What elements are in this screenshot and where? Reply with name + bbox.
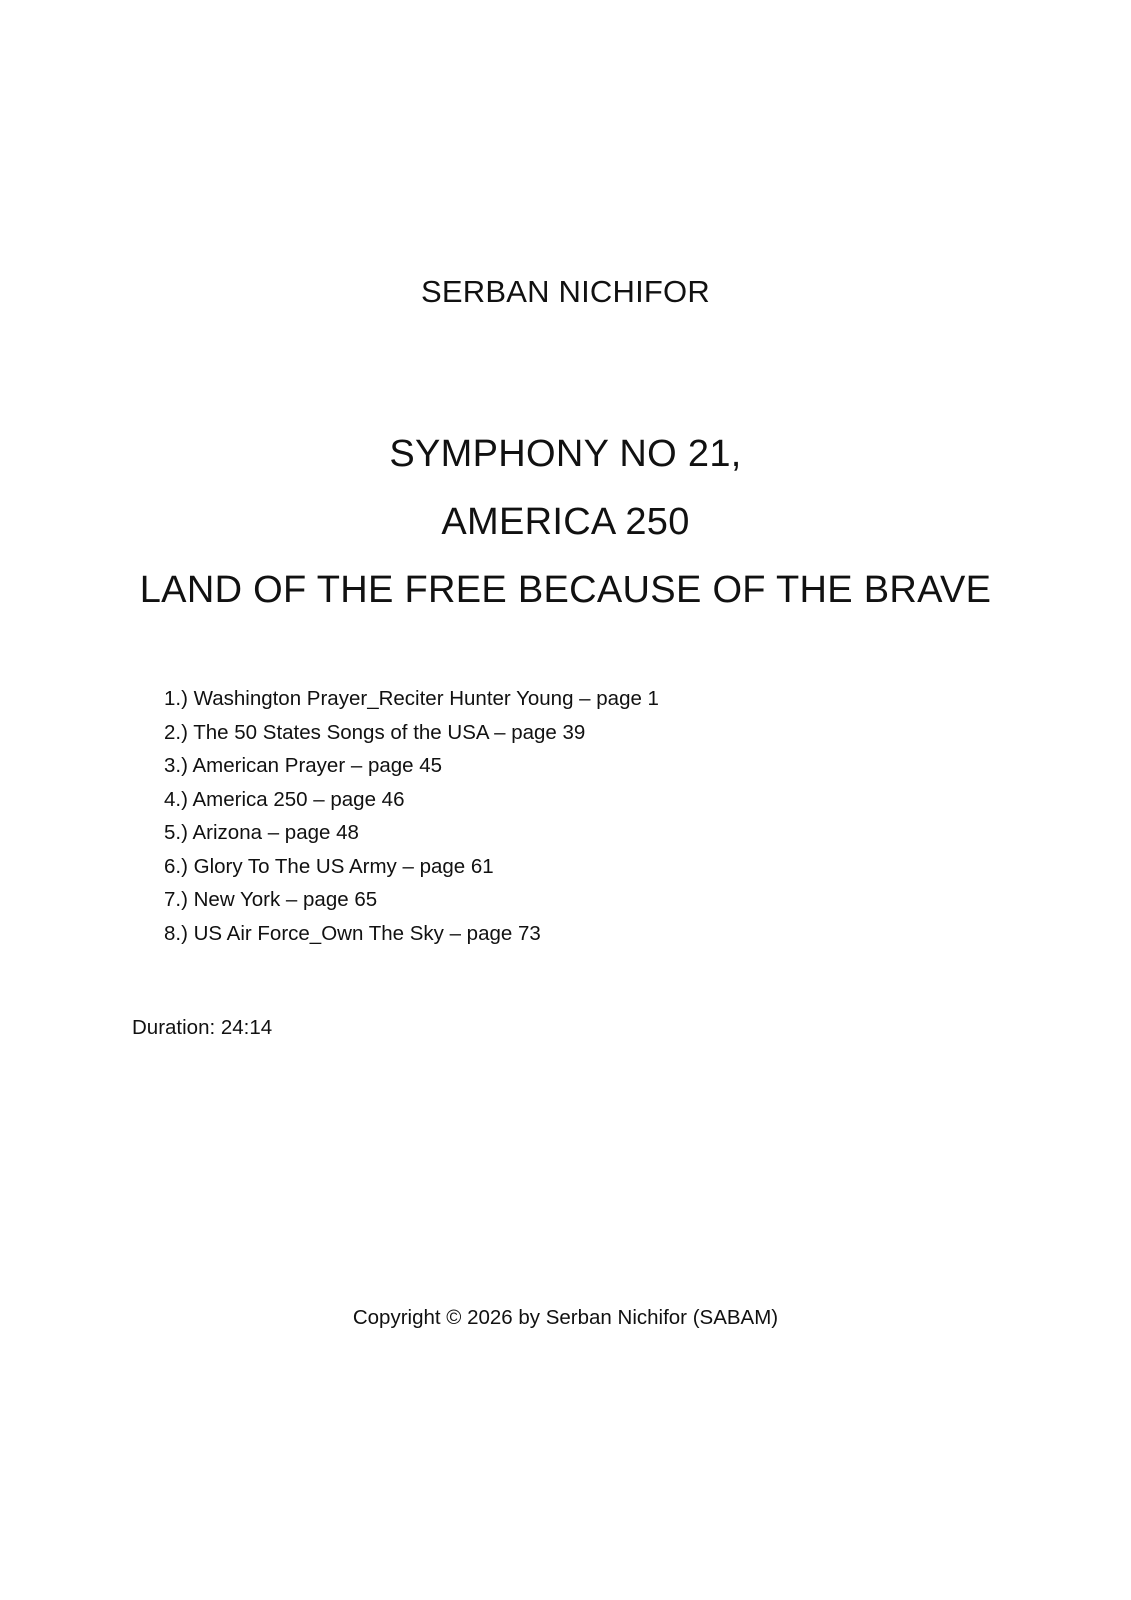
movement-item: 1.) Washington Prayer_Reciter Hunter Young – page 1 <box>164 687 659 710</box>
movement-item: 8.) US Air Force_Own The Sky – page 73 <box>164 921 541 945</box>
movement-item: 5.) Arizona – page 48 <box>164 821 359 844</box>
title-line-3: LAND OF THE FREE BECAUSE OF THE BRAVE <box>139 569 992 611</box>
movement-item: 6.) Glory To The US Army – page 61 <box>164 854 494 878</box>
movement-item: 2.) The 50 States Songs of the USA – page 39 <box>164 720 586 744</box>
symphony-title <box>0 420 1131 624</box>
movement-item: 4.) America 250 – page 46 <box>164 787 405 811</box>
duration-text: Duration: 24:14 <box>132 1016 273 1039</box>
movement-item: 7.) New York – page 65 <box>164 888 378 911</box>
title-line-2: AMERICA 250 <box>441 501 690 543</box>
movements-list <box>164 682 659 950</box>
composer-name: SERBAN NICHIFOR <box>421 274 710 309</box>
title-line-1: SYMPHONY NO 21, <box>389 433 742 475</box>
copyright-notice: Copyright © 2026 by Serban Nichifor (SABAM) <box>352 1306 779 1329</box>
movement-item: 3.) American Prayer – page 45 <box>164 754 443 777</box>
